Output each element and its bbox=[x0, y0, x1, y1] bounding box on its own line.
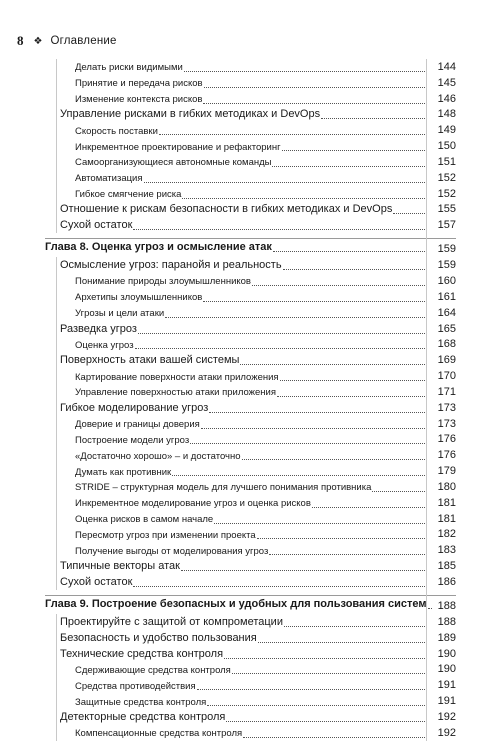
toc-entry-title: Защитные средства контроля bbox=[75, 696, 207, 708]
toc-entry-title: Глава 8. Оценка угроз и осмысление атак bbox=[45, 241, 272, 254]
leader-dots bbox=[197, 689, 425, 690]
toc-entry-page: 159 bbox=[437, 243, 456, 256]
leader-dots bbox=[282, 150, 425, 151]
toc-entry-title: Сдерживающие средства контроля bbox=[75, 664, 231, 676]
toc-entry[interactable] bbox=[45, 447, 456, 463]
toc-entry[interactable] bbox=[45, 542, 456, 558]
toc-entry-title: Картирование поверхности атаки приложения bbox=[75, 371, 279, 383]
page-column-divider bbox=[426, 614, 427, 630]
toc-entry[interactable] bbox=[45, 614, 456, 630]
page-column-divider bbox=[426, 352, 427, 368]
leader-dots bbox=[135, 348, 425, 349]
page-column-divider bbox=[426, 590, 427, 614]
page-column-divider bbox=[426, 305, 427, 321]
toc-entry-title: Думать как противник bbox=[75, 466, 172, 478]
toc-entry-title: Понимание природы злоумышленников bbox=[75, 276, 251, 288]
toc-entry-page: 152 bbox=[437, 187, 456, 200]
toc-entry-page: 161 bbox=[437, 290, 456, 303]
toc-entry-page: 180 bbox=[437, 480, 456, 493]
toc-entry-page: 181 bbox=[437, 496, 456, 509]
toc-entry-page: 151 bbox=[437, 155, 456, 168]
toc-entry-page: 190 bbox=[437, 647, 456, 660]
toc-entry-title: Оценка рисков в самом начале bbox=[75, 514, 214, 526]
leader-dots bbox=[203, 103, 425, 104]
leader-dots bbox=[207, 705, 425, 706]
toc-entry-page: 152 bbox=[437, 171, 456, 184]
toc-entry[interactable] bbox=[45, 368, 456, 384]
toc-entry-page: 148 bbox=[437, 108, 456, 121]
toc-entry[interactable] bbox=[45, 289, 456, 305]
toc-entry-page: 182 bbox=[437, 528, 456, 541]
toc-entry-page: 183 bbox=[437, 544, 456, 557]
toc-entry-title: Делать риски видимыми bbox=[75, 62, 183, 74]
toc-entry[interactable] bbox=[45, 725, 456, 741]
leader-dots bbox=[159, 134, 425, 135]
toc-entry-title: Автоматизация bbox=[75, 173, 143, 185]
toc-entry[interactable] bbox=[45, 91, 456, 107]
toc-entry-page: 185 bbox=[437, 560, 456, 573]
toc-entry-title: Архетипы злоумышленников bbox=[75, 292, 203, 304]
toc-entry[interactable] bbox=[45, 352, 456, 368]
toc-entry-title: Отношение к рискам безопасности в гибких методиках и DevOps bbox=[60, 203, 393, 216]
leader-dots bbox=[280, 380, 425, 381]
toc-entry[interactable] bbox=[45, 400, 456, 416]
page-column-divider bbox=[426, 368, 427, 384]
page-column-divider bbox=[426, 400, 427, 416]
toc-entry[interactable] bbox=[45, 122, 456, 138]
toc-entry-page: 192 bbox=[437, 710, 456, 723]
page-column-divider bbox=[426, 59, 427, 75]
page-column-divider bbox=[426, 75, 427, 91]
toc-entry[interactable] bbox=[45, 337, 456, 353]
leader-dots bbox=[203, 301, 425, 302]
toc-entry-page: 155 bbox=[437, 203, 456, 216]
toc-entry-page: 173 bbox=[437, 401, 456, 414]
diamond-icon: ❖ bbox=[33, 35, 43, 47]
leader-dots bbox=[201, 428, 425, 429]
leader-dots bbox=[172, 475, 425, 476]
toc-entry-page: 188 bbox=[437, 615, 456, 628]
toc-entry-page: 171 bbox=[437, 385, 456, 398]
leader-dots bbox=[165, 317, 425, 318]
leader-dots bbox=[372, 491, 425, 492]
toc-entry-page: 176 bbox=[437, 449, 456, 462]
toc-entry-title: Получение выгоды от моделирования угроз bbox=[75, 545, 269, 557]
toc-entry[interactable] bbox=[45, 217, 456, 233]
leader-dots bbox=[277, 396, 425, 397]
leader-dots bbox=[272, 166, 425, 167]
toc-entry-title: Построение модели угроз bbox=[75, 434, 190, 446]
toc-entry-title: Гибкое смягчение риска bbox=[75, 189, 182, 201]
toc-entry-page: 170 bbox=[437, 370, 456, 383]
leader-dots bbox=[133, 229, 425, 230]
toc-entry-page: 157 bbox=[437, 219, 456, 232]
toc-entry-title: Скорость поставки bbox=[75, 125, 158, 137]
toc-entry[interactable] bbox=[45, 709, 456, 725]
leader-dots bbox=[393, 213, 425, 214]
toc-entry-page: 145 bbox=[437, 76, 456, 89]
page-column-divider bbox=[426, 138, 427, 154]
toc-entry[interactable] bbox=[45, 479, 456, 495]
toc-entry-page: 160 bbox=[437, 274, 456, 287]
toc-entry-page: 179 bbox=[437, 465, 456, 478]
toc-entry[interactable] bbox=[45, 677, 456, 693]
toc-entry[interactable] bbox=[45, 186, 456, 202]
page-column-divider bbox=[426, 170, 427, 186]
toc-entry-page: 149 bbox=[437, 124, 456, 137]
toc-entry[interactable] bbox=[45, 558, 456, 574]
leader-dots bbox=[182, 198, 425, 199]
toc-entry-page: 164 bbox=[437, 306, 456, 319]
toc-entry[interactable] bbox=[45, 630, 456, 646]
toc-entry[interactable] bbox=[45, 646, 456, 662]
page-column-divider bbox=[426, 630, 427, 646]
toc-entry-title: Гибкое моделирование угроз bbox=[60, 401, 209, 414]
page-column-divider bbox=[426, 257, 427, 273]
toc-entry-page: 190 bbox=[437, 663, 456, 676]
leader-dots bbox=[252, 285, 425, 286]
leader-dots bbox=[204, 87, 425, 88]
leader-dots bbox=[226, 721, 425, 722]
leader-dots bbox=[224, 658, 425, 659]
leader-dots bbox=[258, 642, 425, 643]
toc-entry-page: 188 bbox=[437, 600, 456, 612]
toc-entry-title: Инкрементное проектирование и рефакторинг bbox=[75, 141, 281, 153]
toc-entry[interactable] bbox=[45, 321, 456, 337]
toc-entry-title: Оценка угроз bbox=[75, 339, 134, 351]
page-column-divider bbox=[426, 186, 427, 202]
toc-entry-title: Проектируйте с защитой от компрометации bbox=[60, 615, 283, 628]
toc-entry-title: Сухой остаток bbox=[60, 219, 133, 232]
toc-entry-title: Типичные векторы атак bbox=[60, 560, 180, 573]
toc-entry-title: «Достаточно хорошо» – и достаточно bbox=[75, 450, 241, 462]
toc-entry-page: 169 bbox=[437, 354, 456, 367]
page-column-divider bbox=[426, 709, 427, 725]
toc-entry-title: Технические средства контроля bbox=[60, 647, 224, 660]
chapter-entry[interactable] bbox=[45, 233, 456, 257]
toc-entry-title: Угрозы и цели атаки bbox=[75, 308, 165, 320]
toc-entry-title: STRIDE – структурная модель для лучшего понимания противника bbox=[75, 482, 372, 494]
toc-entry[interactable] bbox=[45, 107, 456, 123]
toc-entry[interactable] bbox=[45, 495, 456, 511]
page-column-divider bbox=[426, 233, 427, 257]
running-title: Оглавление bbox=[50, 35, 117, 47]
toc-entry-title: Поверхность атаки вашей системы bbox=[60, 354, 240, 367]
toc-entry-title: Самоорганизующиеся автономные команды bbox=[75, 157, 272, 169]
toc-entry[interactable] bbox=[45, 154, 456, 170]
leader-dots bbox=[269, 554, 425, 555]
page-column-divider bbox=[426, 289, 427, 305]
toc-entry[interactable] bbox=[45, 384, 456, 400]
toc-entry-title: Инкрементное моделирование угроз и оценка рисков bbox=[75, 498, 311, 510]
toc-entry-page: 165 bbox=[437, 322, 456, 335]
leader-dots bbox=[242, 459, 426, 460]
toc-entry-page: 144 bbox=[437, 60, 456, 73]
leader-dots bbox=[138, 333, 425, 334]
toc-entry[interactable] bbox=[45, 463, 456, 479]
chapter-entry[interactable] bbox=[45, 590, 456, 614]
toc-entry-page: 150 bbox=[437, 140, 456, 153]
toc-entry[interactable] bbox=[45, 59, 456, 75]
toc-entry-page: 191 bbox=[437, 695, 456, 708]
leader-dots bbox=[240, 364, 425, 365]
page-column-divider bbox=[426, 447, 427, 463]
toc-entry-title: Пересмотр угроз при изменении проекта bbox=[75, 529, 256, 541]
toc-entry-title: Безопасность и удобство пользования bbox=[60, 631, 257, 644]
page-column-divider bbox=[426, 677, 427, 693]
toc-entry[interactable] bbox=[45, 273, 456, 289]
leader-dots bbox=[181, 570, 425, 571]
page-column-divider bbox=[426, 432, 427, 448]
toc-entry[interactable] bbox=[45, 257, 456, 273]
page-column-divider bbox=[426, 154, 427, 170]
toc-entry-title: Изменение контекста рисков bbox=[75, 94, 203, 106]
page-column-divider bbox=[426, 479, 427, 495]
toc-entry-page: 186 bbox=[437, 576, 456, 588]
toc-entry-title: Управление рисками в гибких методиках и DevOps bbox=[60, 108, 321, 121]
toc-entry[interactable] bbox=[45, 75, 456, 91]
page-column-divider bbox=[426, 217, 427, 233]
page-column-divider bbox=[426, 107, 427, 123]
leader-dots bbox=[190, 443, 425, 444]
toc-entry[interactable] bbox=[45, 527, 456, 543]
toc-entry-page: 189 bbox=[437, 631, 456, 644]
page-column-divider bbox=[426, 463, 427, 479]
toc-entry[interactable] bbox=[45, 662, 456, 678]
page-column-divider bbox=[426, 495, 427, 511]
toc-entry-title: Осмысление угроз: паранойя и реальность bbox=[60, 259, 282, 272]
page-number: 8 bbox=[17, 33, 24, 48]
toc-entry-title: Средства противодействия bbox=[75, 680, 196, 692]
page-column-divider bbox=[426, 574, 427, 590]
toc-entry-page: 181 bbox=[437, 512, 456, 525]
page-column-divider bbox=[426, 511, 427, 527]
page-column-divider bbox=[426, 202, 427, 218]
toc-entry[interactable] bbox=[45, 693, 456, 709]
page-column-divider bbox=[426, 693, 427, 709]
toc-entry-page: 191 bbox=[437, 679, 456, 692]
page-column-divider bbox=[426, 646, 427, 662]
table-of-contents bbox=[45, 59, 456, 741]
toc-entry-page: 159 bbox=[437, 259, 456, 272]
leader-dots bbox=[273, 251, 425, 252]
leader-dots bbox=[284, 626, 425, 627]
page-column-divider bbox=[426, 122, 427, 138]
leader-dots bbox=[214, 523, 425, 524]
page-column-divider bbox=[426, 558, 427, 574]
toc-entry-title: Детекторные средства контроля bbox=[60, 710, 226, 723]
page-column-divider bbox=[426, 91, 427, 107]
toc-entry[interactable] bbox=[45, 574, 456, 590]
page-header bbox=[17, 33, 117, 49]
page-column-divider bbox=[426, 542, 427, 558]
leader-dots bbox=[312, 507, 425, 508]
leader-dots bbox=[321, 118, 425, 119]
page-column-divider bbox=[426, 662, 427, 678]
toc-entry-title: Глава 9. Построение безопасных и удобных для пользования систем bbox=[45, 598, 427, 610]
toc-entry[interactable] bbox=[45, 432, 456, 448]
toc-entry-title: Управление поверхностью атаки приложения bbox=[75, 387, 276, 399]
leader-dots bbox=[184, 71, 425, 72]
toc-entry-page: 146 bbox=[437, 92, 456, 105]
leader-dots bbox=[243, 737, 425, 738]
page-column-divider bbox=[426, 416, 427, 432]
leader-dots bbox=[283, 269, 425, 270]
leader-dots bbox=[144, 182, 426, 183]
page-column-divider bbox=[426, 725, 427, 741]
page-column-divider bbox=[426, 337, 427, 353]
toc-entry[interactable] bbox=[45, 202, 456, 218]
toc-entry-title: Разведка угроз bbox=[60, 322, 137, 335]
toc-entry-page: 176 bbox=[437, 433, 456, 446]
leader-dots bbox=[209, 412, 425, 413]
page-column-divider bbox=[426, 273, 427, 289]
leader-dots bbox=[232, 673, 425, 674]
toc-entry[interactable] bbox=[45, 511, 456, 527]
toc-entry-title: Сухой остаток bbox=[60, 576, 133, 588]
leader-dots bbox=[257, 538, 425, 539]
page-column-divider bbox=[426, 321, 427, 337]
toc-entry[interactable] bbox=[45, 416, 456, 432]
toc-entry[interactable] bbox=[45, 138, 456, 154]
toc-entry[interactable] bbox=[45, 305, 456, 321]
leader-dots bbox=[133, 586, 425, 587]
toc-entry-title: Компенсационные средства контроля bbox=[75, 728, 243, 740]
toc-entry-page: 168 bbox=[437, 338, 456, 351]
toc-entry-page: 192 bbox=[437, 726, 456, 739]
toc-entry-title: Доверие и границы доверия bbox=[75, 419, 200, 431]
page-column-divider bbox=[426, 384, 427, 400]
toc-entry[interactable] bbox=[45, 170, 456, 186]
page-column-divider bbox=[426, 527, 427, 543]
toc-entry-page: 173 bbox=[437, 417, 456, 430]
toc-entry-title: Принятие и передача рисков bbox=[75, 78, 203, 90]
